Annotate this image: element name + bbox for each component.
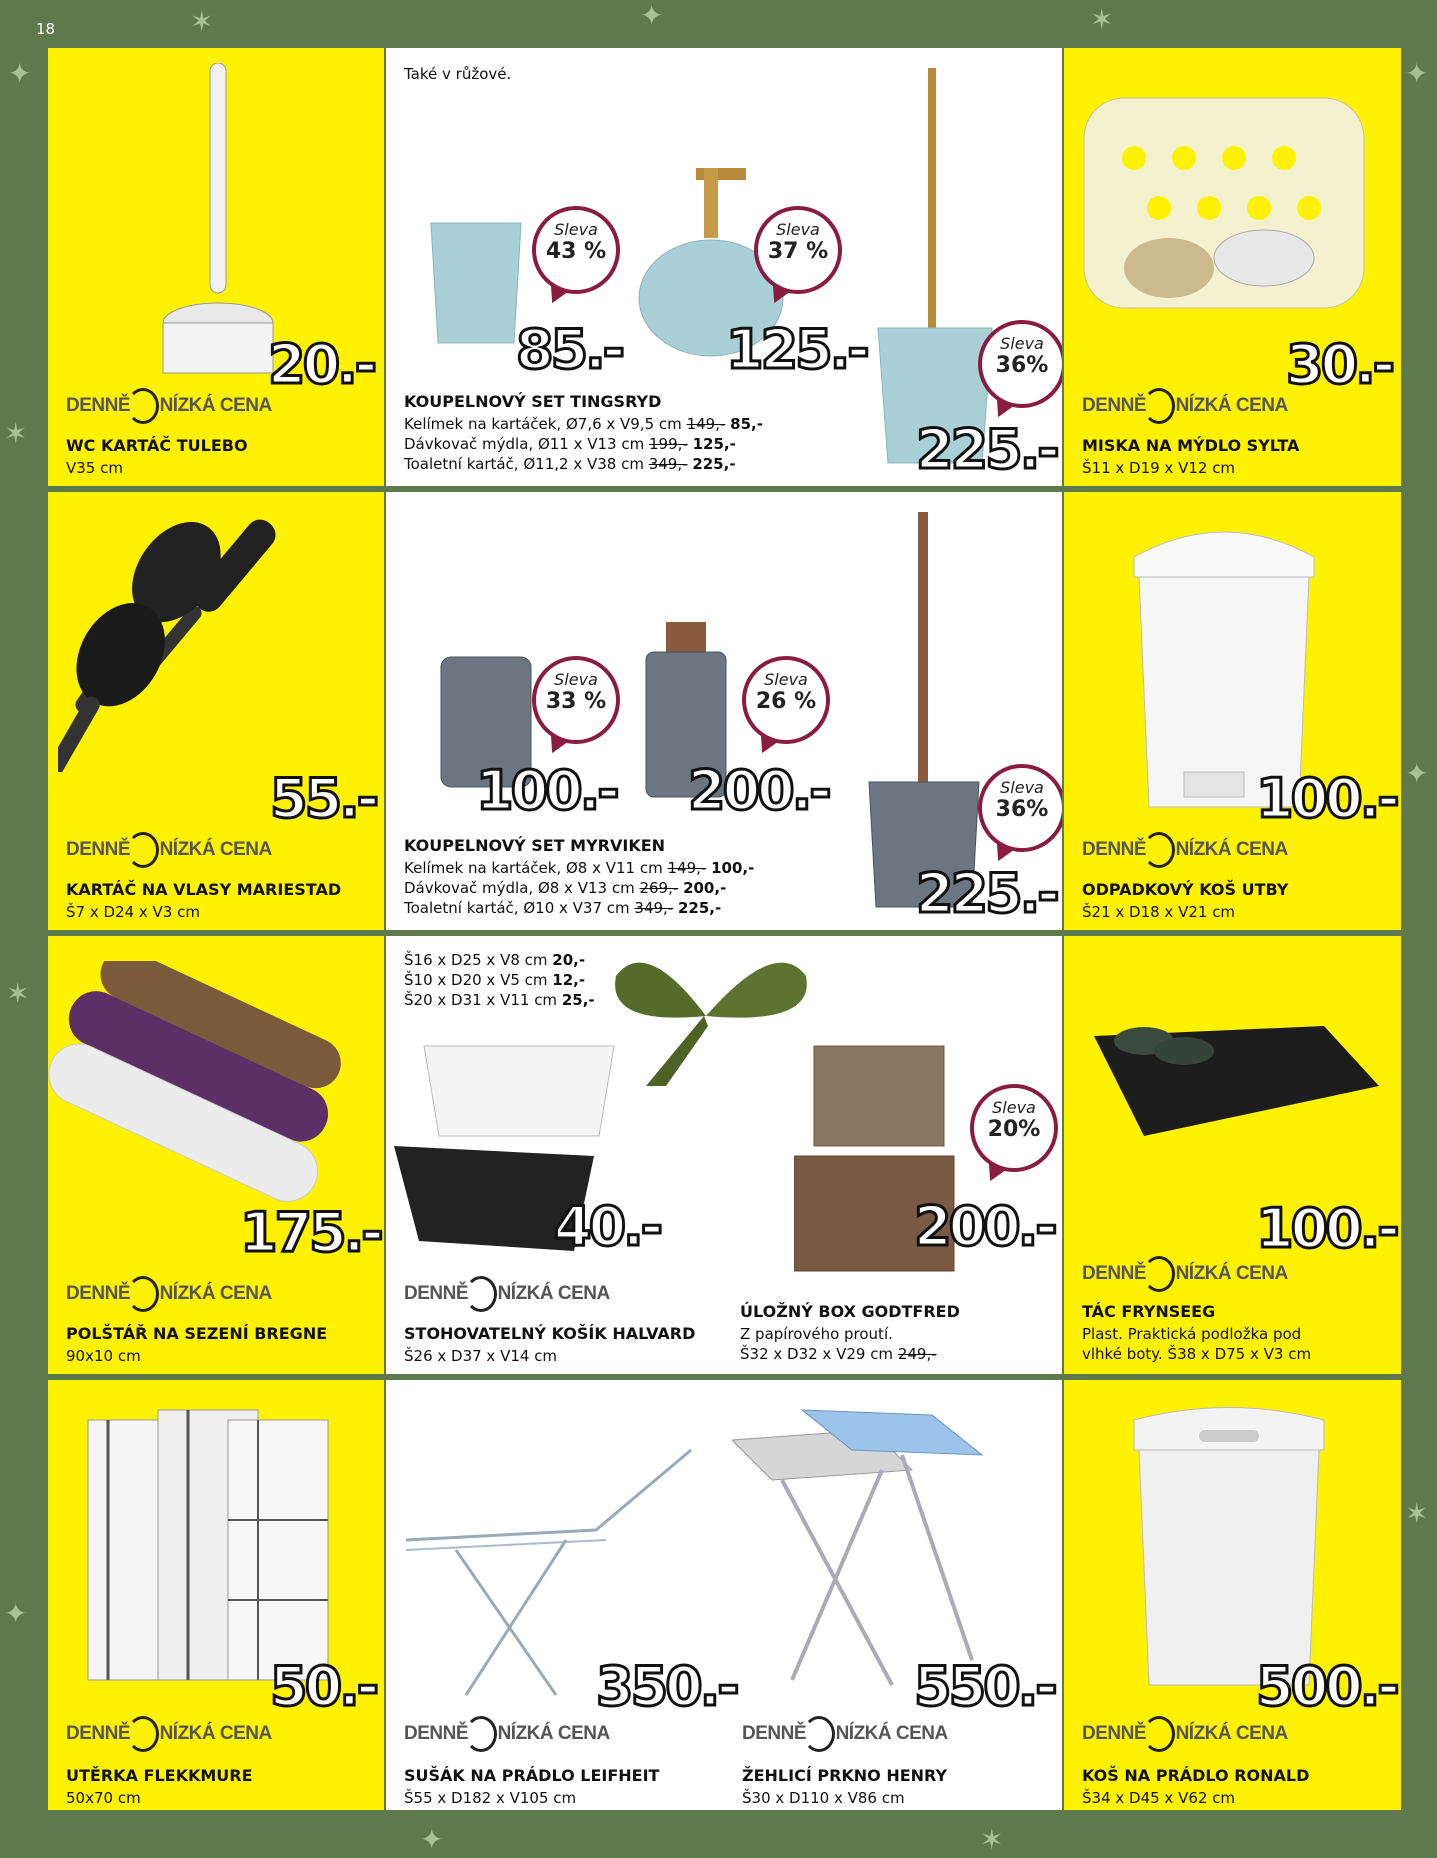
denne-nizka-cena-logo: DENNĚ NÍZKÁ CENA	[1082, 388, 1288, 424]
toilet-brush-image	[148, 63, 288, 383]
product-line: Dávkovač mýdla, Ø8 x V13 cm 269,- 200,-	[404, 879, 727, 897]
discount-badge: Sleva 33 %	[532, 656, 620, 744]
cup-image	[426, 218, 526, 348]
product-panel-tingsryd	[386, 48, 1062, 486]
product-line: Toaletní kartáč, Ø10 x V37 cm 349,- 225,-	[404, 899, 722, 917]
denne-nizka-cena-logo: DENNĚ NÍZKÁ CENA	[404, 1276, 610, 1312]
product-title: KOUPELNOVÝ SET MYRVIKEN	[404, 836, 666, 855]
price-label: 50.-	[270, 1655, 377, 1718]
denne-nizka-cena-logo: DENNĚ NÍZKÁ CENA	[742, 1716, 948, 1752]
shoe-tray-image	[1084, 996, 1384, 1146]
price-label: 100.-	[1256, 1197, 1397, 1260]
ribbon-bow-image	[586, 936, 826, 1086]
product-dimensions: Š26 x D37 x V14 cm	[404, 1347, 558, 1365]
product-description: Plast. Praktická podložka pod	[1082, 1325, 1302, 1343]
hair-brush-image	[58, 512, 368, 772]
product-panel-frynseeg	[1064, 936, 1401, 1374]
product-title: STOHOVATELNÝ KOŠÍK HALVARD	[404, 1324, 696, 1343]
product-line: Kelímek na kartáček, Ø7,6 x V9,5 cm 149,- 85,-	[404, 415, 763, 433]
star-decoration-icon: ✦	[8, 57, 32, 90]
laundry-basket-image	[1114, 1400, 1344, 1690]
pillow-image	[48, 961, 358, 1221]
denne-nizka-cena-logo: DENNĚ NÍZKÁ CENA	[1082, 832, 1288, 868]
denne-nizka-cena-logo: DENNĚ NÍZKÁ CENA	[1082, 1716, 1288, 1752]
ironing-board-image	[732, 1400, 1032, 1690]
product-title: ÚLOŽNÝ BOX GODTFRED	[740, 1302, 960, 1321]
product-dimensions: Š7 x D24 x V3 cm	[66, 903, 200, 921]
product-panel-utby	[1064, 492, 1401, 930]
product-panel-sylta	[1064, 48, 1401, 486]
product-dimensions: Š30 x D110 x V86 cm	[742, 1789, 905, 1807]
discount-badge: Sleva 26 %	[742, 656, 830, 744]
star-decoration-icon: ✦	[640, 0, 664, 32]
price-label: 30.-	[1286, 333, 1393, 396]
product-dimensions: V35 cm	[66, 459, 123, 477]
price-label: 100.-	[1256, 767, 1397, 830]
denne-nizka-cena-logo: DENNĚ NÍZKÁ CENA	[1082, 1256, 1288, 1292]
denne-nizka-cena-logo: DENNĚ NÍZKÁ CENA	[66, 1716, 272, 1752]
product-line: Kelímek na kartáček, Ø8 x V11 cm 149,- 100,-	[404, 859, 755, 877]
product-title: WC KARTÁČ TULEBO	[66, 436, 248, 455]
product-line: Dávkovač mýdla, Ø11 x V13 cm 199,- 125,-	[404, 435, 736, 453]
product-dimensions: 90x10 cm	[66, 1347, 141, 1365]
denne-nizka-cena-logo: DENNĚ NÍZKÁ CENA	[66, 388, 272, 424]
product-title: KOŠ NA PRÁDLO RONALD	[1082, 1766, 1310, 1785]
product-dimensions: Š11 x D19 x V12 cm	[1082, 459, 1236, 477]
size-line: Š10 x D20 x V5 cm 12,-	[404, 971, 586, 989]
star-decoration-icon: ✶	[1405, 1497, 1429, 1530]
price-label: 200.-	[688, 759, 829, 822]
product-title: ODPADKOVÝ KOŠ UTBY	[1082, 880, 1289, 899]
color-note: Také v růžové.	[404, 65, 512, 83]
price-label: 175.-	[240, 1201, 381, 1264]
page-number: 18	[36, 20, 56, 38]
size-line: Š20 x D31 x V11 cm 25,-	[404, 991, 595, 1009]
star-decoration-icon: ✶	[190, 5, 214, 38]
price-label: 55.-	[270, 767, 377, 830]
product-title: MISKA NA MÝDLO SYLTA	[1082, 436, 1300, 455]
discount-badge: Sleva 36%	[978, 320, 1062, 408]
toilet-brush-image	[864, 512, 984, 912]
price-label: 225.-	[916, 862, 1057, 925]
price-label: 225.-	[916, 418, 1057, 481]
product-dimensions: 50x70 cm	[66, 1789, 141, 1807]
discount-badge: Sleva 37 %	[754, 206, 842, 294]
price-label: 100.-	[476, 759, 617, 822]
tea-towel-image	[78, 1400, 338, 1690]
star-decoration-icon: ✶	[6, 977, 30, 1010]
product-panel-bregne	[48, 936, 384, 1374]
product-panel-ronald	[1064, 1380, 1401, 1810]
product-panel-mariestad	[48, 492, 384, 930]
soap-dish-image	[1074, 78, 1374, 318]
toilet-brush-image	[870, 68, 1000, 468]
star-decoration-icon: ✶	[980, 1823, 1004, 1856]
product-description: vlhké boty. Š38 x D75 x V3 cm	[1082, 1345, 1312, 1363]
product-dimensions: Š21 x D18 x V21 cm	[1082, 903, 1236, 921]
product-title: TÁC FRYNSEEG	[1082, 1302, 1216, 1321]
product-title: KARTÁČ NA VLASY MARIESTAD	[66, 880, 342, 899]
product-title: ŽEHLICÍ PRKNO HENRY	[742, 1766, 948, 1785]
discount-badge: Sleva 43 %	[532, 206, 620, 294]
product-title: POLŠTÁŘ NA SEZENÍ BREGNE	[66, 1324, 328, 1343]
product-description: Z papírového proutí.	[740, 1325, 893, 1343]
star-decoration-icon: ✦	[420, 1823, 444, 1856]
price-label: 85.-	[516, 318, 623, 381]
star-decoration-icon: ✶	[1090, 3, 1114, 36]
product-line: Toaletní kartáč, Ø11,2 x V38 cm 349,- 225,-	[404, 455, 736, 473]
denne-nizka-cena-logo: DENNĚ NÍZKÁ CENA	[66, 1276, 272, 1312]
star-decoration-icon: ✦	[1405, 57, 1429, 90]
price-label: 350.-	[596, 1655, 737, 1718]
price-label: 550.-	[914, 1655, 1055, 1718]
discount-badge: Sleva 36%	[978, 764, 1062, 852]
price-label: 40.-	[554, 1195, 661, 1258]
price-label: 20.-	[268, 333, 375, 396]
size-line: Š16 x D25 x V8 cm 20,-	[404, 951, 586, 969]
product-dimensions: Š55 x D182 x V105 cm	[404, 1789, 577, 1807]
product-panel-halvard-godtfred	[386, 936, 1062, 1374]
product-title: KOUPELNOVÝ SET TINGSRYD	[404, 392, 662, 411]
price-label: 500.-	[1256, 1655, 1397, 1718]
price-label: 125.-	[726, 318, 867, 381]
denne-nizka-cena-logo: DENNĚ NÍZKÁ CENA	[66, 832, 272, 868]
product-title: SUŠÁK NA PRÁDLO LEIFHEIT	[404, 1766, 660, 1785]
product-panel-flekkmure	[48, 1380, 384, 1810]
product-dimensions: Š34 x D45 x V62 cm	[1082, 1789, 1236, 1807]
product-panel-myrviken	[386, 492, 1062, 930]
price-label: 200.-	[914, 1195, 1055, 1258]
product-dimensions: Š32 x D32 x V29 cm 249,-	[740, 1345, 937, 1363]
denne-nizka-cena-logo: DENNĚ NÍZKÁ CENA	[404, 1716, 610, 1752]
star-decoration-icon: ✶	[4, 417, 28, 450]
product-title: UTĚRKA FLEKKMURE	[66, 1766, 253, 1785]
discount-badge: Sleva 20%	[970, 1084, 1058, 1172]
product-panel-wc-brush	[48, 48, 384, 486]
product-panel-leifheit-henry	[386, 1380, 1062, 1810]
star-decoration-icon: ✦	[1405, 757, 1429, 790]
star-decoration-icon: ✦	[4, 1597, 28, 1630]
